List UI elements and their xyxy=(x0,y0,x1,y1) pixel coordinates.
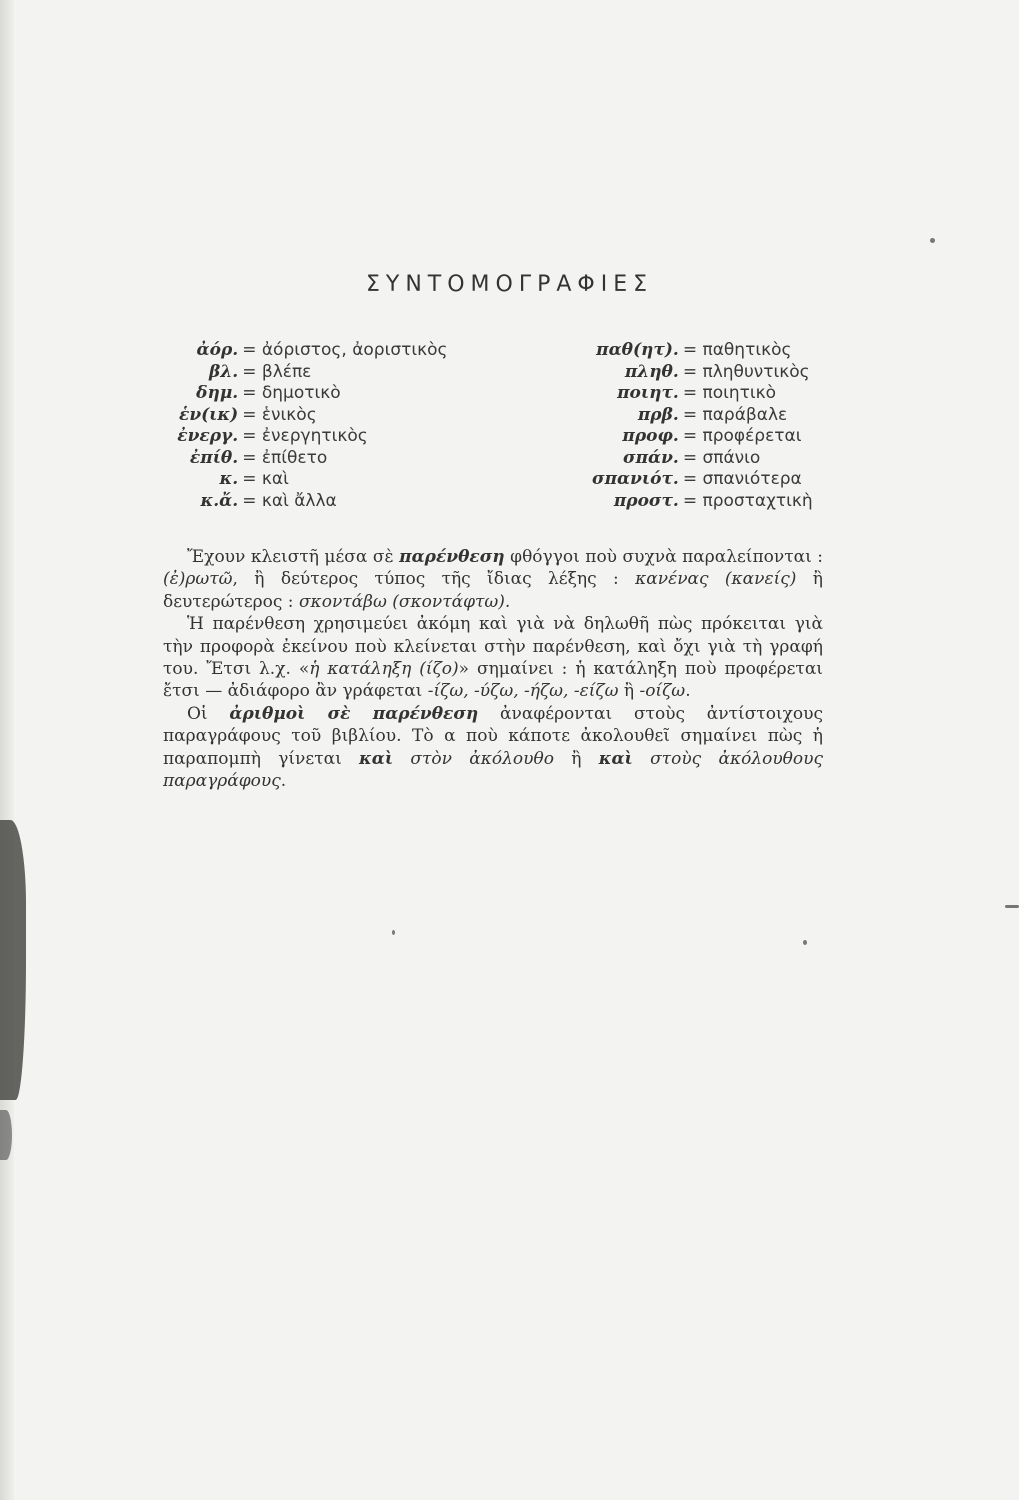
abbreviation-term: δημ. xyxy=(196,383,239,403)
abbreviation-meaning: = ποιητικὸ xyxy=(683,383,850,405)
torn-page-edge-small xyxy=(0,1110,12,1160)
abbreviation-term: προφ. xyxy=(622,426,679,446)
abbreviation-column-right xyxy=(555,340,850,512)
abbreviation-term: κ.ἄ. xyxy=(200,490,239,511)
abbreviation-meaning: = καὶ ἄλλα xyxy=(242,491,475,513)
speck xyxy=(803,940,807,945)
speck xyxy=(392,930,395,935)
note-text: Οἱ xyxy=(187,703,230,724)
note-example: ἡ κατάληξη (ίζο) xyxy=(309,659,459,680)
speck xyxy=(1005,905,1019,908)
abbreviation-term: κ. xyxy=(219,469,239,489)
note-example: κανένας (κανείς) xyxy=(635,569,797,590)
note-text: . xyxy=(280,771,287,792)
abbreviation-meaning: = σπανιότερα xyxy=(683,469,850,491)
abbreviation-meaning: = ἀόριστος, ἀοριστικὸς xyxy=(242,340,475,362)
abbreviation-term: πρβ. xyxy=(637,404,679,425)
note-paragraph-numbers xyxy=(163,703,823,793)
note-text xyxy=(393,749,410,769)
abbreviation-term: ἐνεργ. xyxy=(177,426,239,446)
note-text: » σημαίνει : ἡ κατάληξη ποὺ προφέρεται ἔτσι — ἀδιάφορο ἂν γράφεται xyxy=(163,659,823,702)
abbreviation-term: προστ. xyxy=(613,490,679,511)
note-term: καὶ xyxy=(359,748,394,769)
note-example: σκοντάβω (σκοντάφτω). xyxy=(298,591,511,612)
abbreviation-meaning: = ἐνεργητικὸς xyxy=(242,426,475,448)
note-text: . xyxy=(685,681,691,702)
note-term: ἀριθμοὶ σὲ παρένθεση xyxy=(229,703,479,724)
note-text: Ἔχουν κλειστῆ μέσα σὲ xyxy=(187,547,400,567)
note-text: , ἢ δεύτερος τύπος τῆς ἴδιας λέξης : xyxy=(232,569,636,590)
abbreviation-meaning: = προσταχτικὴ xyxy=(683,491,850,513)
note-term: παρένθεση xyxy=(399,547,505,567)
abbreviation-meaning: = παθητικὸς xyxy=(683,340,850,362)
abbreviation-term: ἐπίθ. xyxy=(189,447,239,468)
abbreviation-term: σπάν. xyxy=(623,447,679,468)
abbreviation-meaning: = βλέπε xyxy=(242,362,475,384)
abbreviation-meaning: = ἐπίθετο xyxy=(242,448,475,470)
abbreviation-meaning: = πληθυντικὸς xyxy=(683,362,850,384)
page-title: ΣΥΝΤΟΜΟΓΡΑΦΙΕΣ xyxy=(365,272,654,297)
abbreviation-meaning: = προφέρεται xyxy=(683,426,850,448)
abbreviation-term: ποιητ. xyxy=(617,383,679,403)
note-example: -οίζω xyxy=(639,681,686,702)
abbreviation-meaning: = σπάνιο xyxy=(683,448,850,470)
torn-page-edge xyxy=(0,820,26,1100)
note-text: ἢ xyxy=(618,681,640,702)
note-term: καὶ xyxy=(598,748,633,769)
note-text: φθόγγοι ποὺ συχνὰ παραλείπονται : xyxy=(504,547,823,567)
scan-edge xyxy=(0,0,14,1500)
abbreviation-meaning: = καὶ xyxy=(242,469,475,491)
note-paragraph-pronunciation xyxy=(163,613,823,703)
abbreviation-column-left xyxy=(150,340,475,512)
note-text xyxy=(633,749,650,769)
note-example: -ίζω, -ύζω, -ήζω, -είζω xyxy=(427,681,619,702)
note-example: στοὺς ἀκόλουθους παραγράφους xyxy=(163,748,823,792)
note-example: στὸν ἀκόλουθο xyxy=(410,748,554,769)
abbreviation-meaning: = δημοτικὸ xyxy=(242,383,475,405)
note-text: ἢ δευτερώτερος : xyxy=(163,569,823,612)
abbreviation-table xyxy=(150,340,850,512)
abbreviation-term: βλ. xyxy=(209,361,239,382)
note-example: (ἐ)ρωτῶ xyxy=(163,569,233,590)
note-paragraph-parentheses xyxy=(163,546,823,613)
abbreviation-meaning: = ἑνικὸς xyxy=(242,405,475,427)
note-text: ἀναφέρονται στοὺς ἀντίστοιχους παραγράφους τοῦ βιβλίου. Τὸ α ποὺ κάποτε ἀκολουθεῖ σημαίνει πὼς ἡ παραπομπὴ γίνεται xyxy=(163,703,823,769)
note-text: Ἡ παρένθεση χρησιμεύει ἀκόμη καὶ γιὰ νὰ δηλωθῆ πὼς πρόκειται γιὰ τὴν προφορὰ ἐκείνου ποὺ κλείνεται στὴν παρένθεση, καὶ ὄχι γιὰ τὴ γραφή του. Ἔτσι λ.χ. « xyxy=(163,614,823,680)
note-text: ἢ xyxy=(553,748,599,769)
abbreviation-meaning: = παράβαλε xyxy=(683,405,850,427)
abbreviation-term: παθ(ητ). xyxy=(596,340,679,360)
abbreviation-term: ἑν(ικ) xyxy=(179,404,239,425)
abbreviation-term: πληθ. xyxy=(624,361,679,382)
abbreviation-term: ἀόρ. xyxy=(196,340,239,360)
abbreviation-term: σπανιότ. xyxy=(592,469,679,489)
explanatory-notes xyxy=(163,546,823,792)
speck xyxy=(930,238,935,243)
